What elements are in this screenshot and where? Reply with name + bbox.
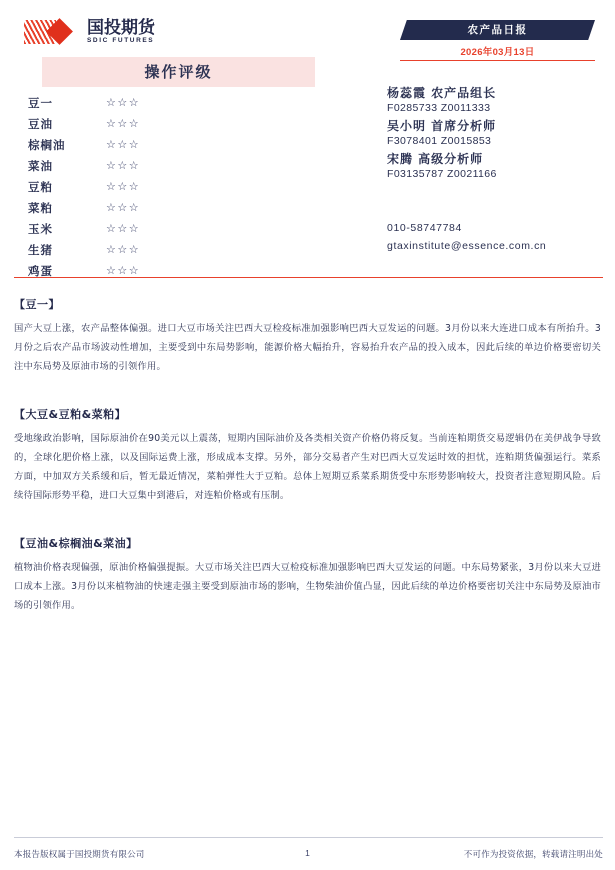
rating-stars-icon: ☆☆☆ bbox=[106, 180, 141, 193]
report-banner-title: 农产品日报 bbox=[467, 24, 528, 36]
contact-email[interactable]: gtaxinstitute@essence.com.cn bbox=[387, 240, 547, 252]
rating-item-name: 菜油 bbox=[28, 158, 53, 173]
list-item bbox=[28, 197, 318, 218]
list-item bbox=[28, 92, 318, 113]
footer-copyright: 本报告版权属于国投期货有限公司 bbox=[14, 850, 145, 860]
list-item bbox=[28, 239, 318, 260]
list-item bbox=[28, 134, 318, 155]
rating-item-name: 生猪 bbox=[28, 242, 53, 257]
analyst-license-codes: F03135787 Z0021166 bbox=[387, 168, 497, 180]
rating-item-name: 豆粕 bbox=[28, 179, 53, 194]
contact-block bbox=[387, 222, 607, 258]
section-heading: 【豆油&棕榈油&菜油】 bbox=[14, 537, 138, 550]
rating-item-name: 棕榈油 bbox=[28, 137, 66, 152]
header-divider bbox=[14, 277, 603, 278]
rating-stars-icon: ☆☆☆ bbox=[106, 96, 141, 109]
analyst-name-title: 宋腾 高级分析师 bbox=[387, 152, 484, 166]
rating-list bbox=[28, 92, 318, 281]
section-douyi bbox=[0, 296, 615, 376]
analyst-list bbox=[387, 84, 602, 183]
rating-stars-icon: ☆☆☆ bbox=[106, 201, 141, 214]
rating-item-name: 菜粕 bbox=[28, 200, 53, 215]
section-text: 国产大豆上涨，农产品整体偏强。进口大豆市场关注巴西大豆检疫标准加强影响巴西大豆发运的问题。3月份以来大连进口成本有所抬升。3月份之后农产品市场波动性增加，主要受到中东局势影响，能源价格大幅抬升，容易抬升农产品的投入成本，因此后续的单边价格要密切关注中东局势及原油市场的引领作用。 bbox=[14, 323, 601, 372]
document-body bbox=[0, 296, 615, 645]
report-date: 2026年03月13日 bbox=[460, 47, 535, 58]
logo-company-name-en: SDIC FUTURES bbox=[87, 36, 155, 44]
list-item bbox=[28, 155, 318, 176]
analyst-license-codes: F0285733 Z0011333 bbox=[387, 102, 491, 114]
footer-page-number: 1 bbox=[305, 848, 310, 858]
company-logo bbox=[24, 18, 155, 46]
sdic-diamond-logo-icon bbox=[24, 18, 82, 46]
section-heading: 【豆一】 bbox=[14, 298, 60, 311]
section-vegetable-oils bbox=[0, 535, 615, 615]
rating-item-name: 鸡蛋 bbox=[28, 263, 53, 278]
logo-company-name-cn: 国投期货 bbox=[87, 17, 155, 38]
rating-stars-icon: ☆☆☆ bbox=[106, 117, 141, 130]
section-soybean-meal bbox=[0, 406, 615, 505]
document-header bbox=[0, 0, 615, 278]
contact-phone: 010-58747784 bbox=[387, 222, 462, 234]
section-text: 植物油价格表现偏强，原油价格偏强提振。大豆市场关注巴西大豆检疫标准加强影响巴西大豆发运的问题。中东局势紧张，3月份以来大豆进口成本上涨。3月份以来植物油的快速走强主要受到原油市场的影响，生物柴油价值凸显，因此后续的单边价格要密切关注中东局势及原油市场的引领作用。 bbox=[14, 562, 601, 611]
rating-stars-icon: ☆☆☆ bbox=[106, 243, 141, 256]
date-divider bbox=[400, 60, 595, 61]
section-heading: 【大豆&豆粕&菜粕】 bbox=[14, 408, 127, 421]
list-item bbox=[28, 218, 318, 239]
rating-stars-icon: ☆☆☆ bbox=[106, 159, 141, 172]
rating-item-name: 豆油 bbox=[28, 116, 53, 131]
analyst-name-title: 吴小明 首席分析师 bbox=[387, 119, 497, 133]
analyst-name-title: 杨蕊霞 农产品组长 bbox=[387, 86, 497, 100]
list-item bbox=[28, 113, 318, 134]
footer-disclaimer: 不可作为投资依据，转载请注明出处 bbox=[463, 850, 603, 860]
footer-divider bbox=[14, 837, 603, 838]
section-text: 受地缘政治影响，国际原油价在90美元以上震荡，短期内国际油价及各类相关资产价格仍将反复。当前连粕期货交易逻辑仍在美伊战争导致的，全球化肥价格上涨，以及国际运费上涨，形成成本支撑。另外，部分交易者产生对巴西大豆发运时效的担忧，连粕期货偏强运行。菜系方面，中加双方关系缓和后，暂无最近情况，菜粕弹性大于豆粕。总体上短期豆系菜系期货受中东形势影响较大，投资者注意短期风险。后续待国际形势平稳，进口大豆集中到港后，对连粕价格或有压制。 bbox=[14, 433, 601, 501]
rating-item-name: 豆一 bbox=[28, 95, 53, 110]
rating-panel-title: 操作评级 bbox=[144, 63, 213, 81]
analyst-license-codes: F3078401 Z0015853 bbox=[387, 135, 492, 147]
list-item bbox=[28, 176, 318, 197]
rating-stars-icon: ☆☆☆ bbox=[106, 222, 141, 235]
rating-item-name: 玉米 bbox=[28, 221, 53, 236]
rating-stars-icon: ☆☆☆ bbox=[106, 264, 141, 277]
rating-stars-icon: ☆☆☆ bbox=[106, 138, 141, 151]
logo-text bbox=[87, 17, 155, 45]
